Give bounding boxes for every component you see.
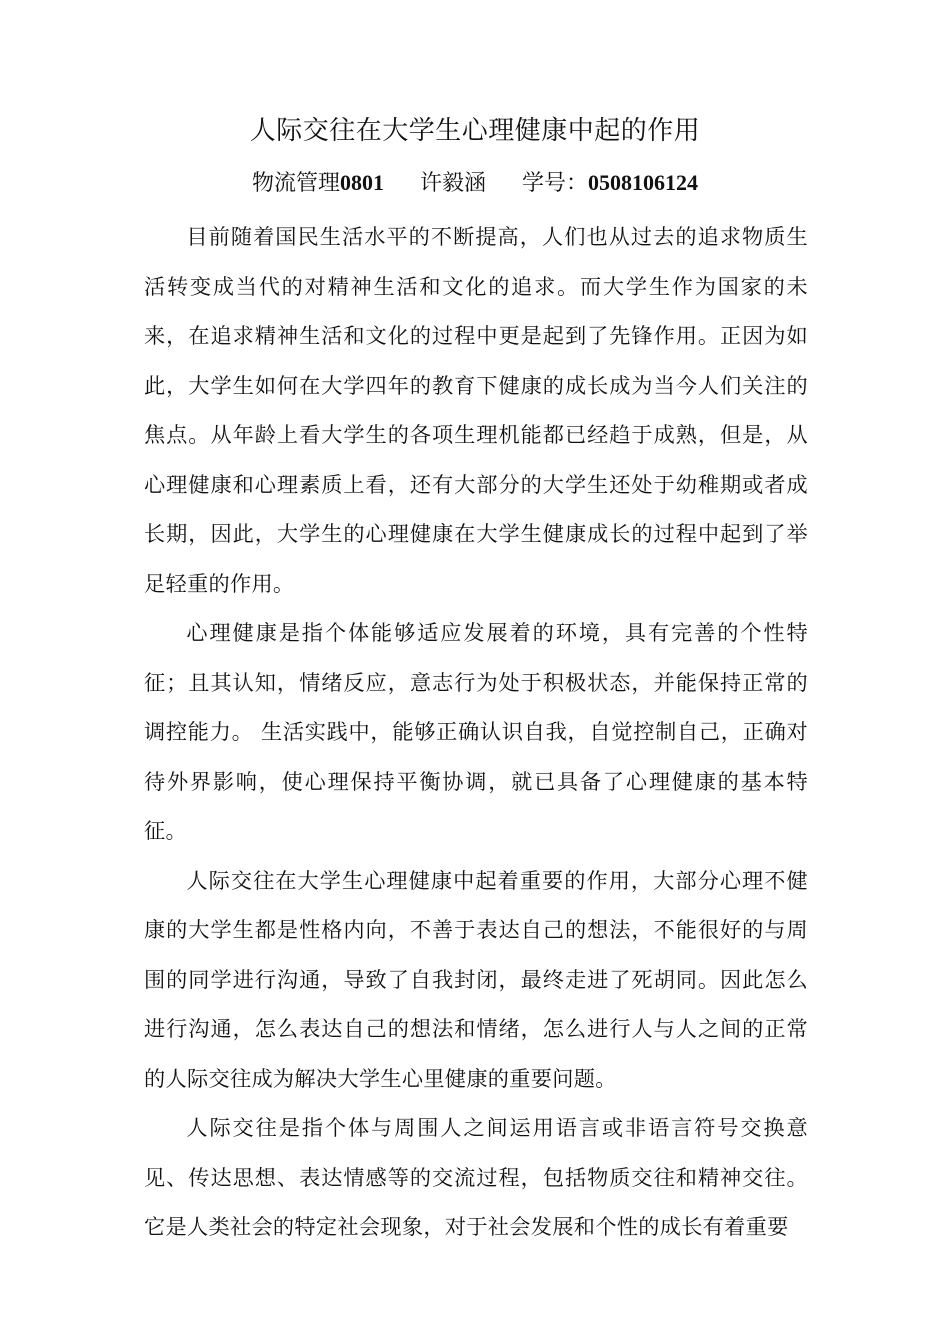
- class-name: 物流管理: [251, 171, 340, 196]
- student-id: 0508106124: [588, 170, 699, 195]
- paragraph: 人际交往在大学生心理健康中起着重要的作用，大部分心理不健康的大学生都是性格内向，不善于表达自己的想法，不能很好的与周围的同学进行沟通，导致了自我封闭，最终走进了死胡同。因此怎么进行沟通，怎么表达自己的想法和情绪，怎么进行人与人之间的正常的人际交往成为解决大学生心里健康的重要问题。: [144, 867, 808, 1091]
- body-text: [144, 212, 808, 1252]
- paragraph: 目前随着国民生活水平的不断提高，人们也从过去的追求物质生活转变成当代的对精神生活和文化的追求。而大学生作为国家的未来，在追求精神生活和文化的过程中更是起到了先锋作用。正因为如此，大学生如何在大学四年的教育下健康的成长成为当今人们关注的焦点。从年龄上看大学生的各项生理机能都已经趋于成熟，但是，从心理健康和心理素质上看，还有大部分的大学生还处于幼稚期或者成长期，因此，大学生的心理健康在大学生健康成长的过程中起到了举足轻重的作用。: [144, 224, 808, 596]
- paragraph: 心理健康是指个体能够适应发展着的环境，具有完善的个性特征；且其认知，情绪反应，意志行为处于积极状态，并能保持正常的调控能力。 生活实践中，能够正确认识自我，自觉控制自己，正确对待外界影响，使心理保持平衡协调，就已具备了心理健康的基本特征。: [144, 620, 808, 843]
- document-title: 人际交往在大学生心理健康中起的作用: [249, 116, 701, 146]
- author-name: 许毅涵: [419, 171, 486, 196]
- student-id-label: 学号：: [522, 171, 589, 196]
- class-number: 0801: [339, 170, 384, 195]
- author-byline: [0, 166, 950, 201]
- paragraph: 人际交往是指个体与周围人之间运用语言或非语言符号交换意见、传达思想、表达情感等的交流过程，包括物质交往和精神交往。它是人类社会的特定社会现象，对于社会发展和个性的成长有着重要: [144, 1115, 808, 1239]
